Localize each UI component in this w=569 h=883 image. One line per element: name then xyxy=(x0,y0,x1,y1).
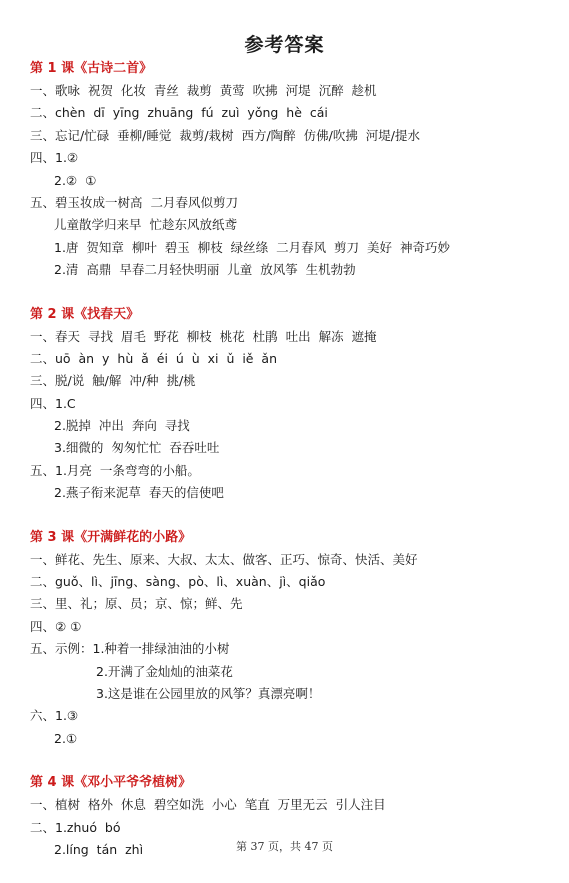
answer-line: 三、里、礼；原、员；京、惊；鲜、先 xyxy=(30,596,243,612)
answer-line: 2.② ① xyxy=(54,172,97,188)
answer-line: 四、1.② xyxy=(30,150,79,166)
answer-line: 三、脱/说 触/解 冲/种 挑/桃 xyxy=(30,373,196,389)
answer-line: 四、1.C xyxy=(30,395,76,411)
page-title: 参考答案 xyxy=(244,34,325,56)
lesson-section xyxy=(30,58,560,282)
answer-line: 1.唐 贺知章 柳叶 碧玉 柳枝 绿丝绦 二月春风 剪刀 美好 神奇巧妙 xyxy=(54,239,450,255)
answer-line: 一、植树 格外 休息 碧空如洗 小心 笔直 万里无云 引人注目 xyxy=(30,797,386,813)
answer-line: 三、忘记/忙碌 垂柳/睡觉 裁剪/栽树 西方/陶醉 仿佛/吹拂 河堤/提水 xyxy=(30,127,421,143)
answer-line: 二、uō àn y hù ǎ éi ú ù xi ǔ iě ǎn xyxy=(30,350,278,366)
answer-line: 2.脱掉 冲出 奔向 寻找 xyxy=(54,418,190,434)
lesson-heading: 第 2 课《找春天》 xyxy=(30,306,140,322)
lesson-heading: 第 4 课《邓小平爷爷植树》 xyxy=(30,775,192,791)
lesson-section xyxy=(30,527,560,751)
answer-line: 3.这是谁在公园里放的风筝？真漂亮啊！ xyxy=(96,685,321,701)
answer-line: 2.清 高鼎 早春二月轻快明丽 儿童 放风筝 生机勃勃 xyxy=(54,262,356,278)
answer-line: 五、1.月亮 一条弯弯的小船。 xyxy=(30,462,200,478)
lesson-section xyxy=(30,304,560,505)
answer-line: 2.燕子衔来泥草 春天的信使吧 xyxy=(54,485,224,501)
answer-line: 一、鲜花、先生、原来、大叔、太太、做客、正巧、惊奇、快活、美好 xyxy=(30,551,418,567)
page-footer: 第 37 页，共 47 页 xyxy=(236,840,333,853)
answer-line: 二、guǒ、lì、jīng、sàng、pò、lì、xuàn、jì、qiǎo xyxy=(30,574,326,590)
answer-content xyxy=(30,58,560,883)
answer-line: 二、chèn dī yīng zhuāng fú zuì yǒng hè cái xyxy=(30,105,328,121)
answer-line: 2.开满了金灿灿的油菜花 xyxy=(96,663,233,679)
lesson-heading: 第 3 课《开满鲜花的小路》 xyxy=(30,529,192,545)
answer-line: 儿童散学归来早 忙趁东风放纸鸢 xyxy=(54,217,237,233)
answer-line: 2.① xyxy=(54,730,78,746)
lesson-heading: 第 1 课《古诗二首》 xyxy=(30,61,153,76)
answer-line: 二、1.zhuó bó xyxy=(30,819,121,835)
answer-line: 四、② ① xyxy=(30,618,82,634)
answer-line: 五、示例：1.种着一排绿油油的小树 xyxy=(30,641,230,657)
answer-line: 六、1.③ xyxy=(30,708,79,724)
answer-line: 一、春天 寻找 眉毛 野花 柳枝 桃花 杜鹃 吐出 解冻 遮掩 xyxy=(30,328,377,344)
answer-line: 五、碧玉妆成一树高 二月春风似剪刀 xyxy=(30,194,238,210)
answer-line: 一、歌咏 祝贺 化妆 青丝 裁剪 黄莺 吹拂 河堤 沉醉 趁机 xyxy=(30,83,377,98)
answer-line: 3.细微的 匆匆忙忙 吞吞吐吐 xyxy=(54,440,220,456)
answer-line: 2.líng tán zhì xyxy=(54,841,144,857)
